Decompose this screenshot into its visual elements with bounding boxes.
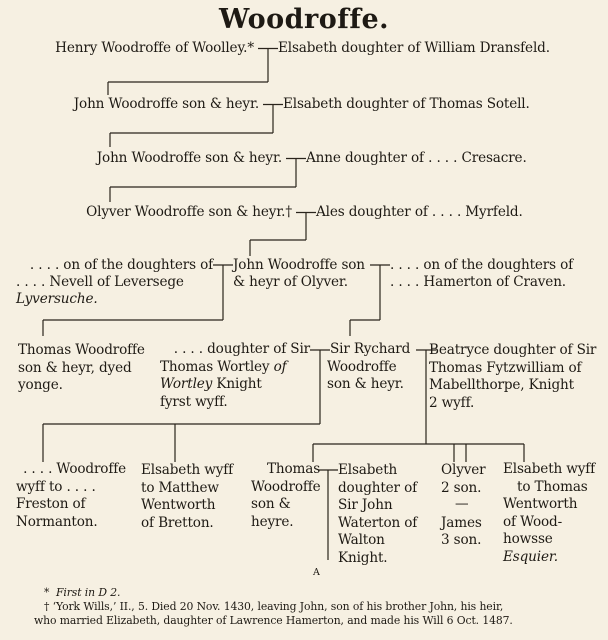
- page-title: Woodroffe.: [218, 4, 390, 35]
- gen7-olyver: Olyver 2 son.: [441, 462, 486, 496]
- footnote-1: * First in D 2.: [44, 586, 121, 599]
- gen7-elsabeth-thomas-line5: howsse: [503, 531, 553, 547]
- gen5-right-wife-line2: . . . . Hamerton of Craven.: [390, 274, 566, 290]
- gen5-left-wife-line1: . . . . on of the doughters of: [29, 257, 213, 273]
- gen7-woodroffe-dau-line3: Freston of: [16, 496, 86, 512]
- gen7-woodroffe-dau-line1: . . . . Woodroffe: [23, 461, 126, 477]
- footnote-2-line2: who married Elizabeth, daughter of Lawrence Hamerton, and made his Will 6 Oct. 1487.: [34, 614, 513, 627]
- gen7-elsabeth-thomas-line3: Wentworth: [503, 496, 578, 512]
- gen7-thomas-line4: heyre.: [251, 513, 294, 530]
- gen5-husband-line2: & heyr of Olyver.: [233, 274, 348, 290]
- gen6-wortley-wife-line2: Thomas Wortley of: [160, 358, 287, 375]
- footnote-2-line1: † ‘York Wills,’ II., 5. Died 20 Nov. 1430, leaving John, son of his brother John, his heir,: [44, 600, 504, 613]
- gen6-wortley-wife-line4: fyrst wyff.: [160, 393, 228, 410]
- gen4-husband: Olyver Woodroffe son & heyr.†: [86, 204, 292, 220]
- gen2-husband: John Woodroffe son & heyr.: [73, 96, 259, 112]
- gen7-thomas-line2: Woodroffe: [251, 478, 321, 495]
- reference-mark-a: A: [313, 567, 320, 578]
- gen7-elsabeth-thomas-line6: Esquier.: [503, 548, 558, 565]
- gen7-elsabeth-thomas-line4: of Wood-: [503, 513, 563, 530]
- gen7-woodroffe-dau-line2: wyff to . . . .: [16, 478, 96, 495]
- gen5-left-wife-line3: Lyversuche.: [16, 291, 98, 307]
- gen2-wife: Elsabeth doughter of Thomas Sotell.: [283, 96, 530, 112]
- gen1-wife: Elsabeth doughter of William Dransfeld.: [278, 40, 550, 56]
- gen6-beatryce: Beatryce doughter of Sir Thomas Fytzwilliam of Mabellthorpe, Knight 2 wyff.: [429, 342, 597, 411]
- gen6-rychard-line1: Sir Rychard: [330, 341, 411, 357]
- gen7-woodroffe-dau-line4: Normanton.: [16, 513, 98, 530]
- gen7-elsabeth-thomas-line2: to Thomas: [517, 478, 588, 495]
- gen4-wife: Ales doughter of . . . . Myrfeld.: [316, 204, 523, 220]
- gen7-elsabeth-matthew: Elsabeth wyff to Matthew Wentworth of Bretton.: [141, 462, 234, 531]
- gen7-dash: —: [455, 496, 469, 512]
- gen5-left-wife-line2: . . . . Nevell of Leversege: [16, 274, 184, 290]
- gen1-husband: Henry Woodroffe of Woolley.*: [55, 40, 254, 56]
- gen3-wife: Anne doughter of . . . . Cresacre.: [306, 150, 527, 166]
- gen7-thomas-line3: son &: [251, 496, 291, 512]
- gen5-husband-line1: John Woodroffe son: [233, 257, 365, 273]
- gen6-rychard-line3: son & heyr.: [327, 376, 404, 392]
- gen6-wortley-wife-line1: . . . . doughter of Sir: [173, 341, 310, 357]
- gen7-thomas-line1: Thomas: [267, 461, 321, 477]
- gen6-wortley-wife-line3: Wortley Knight: [160, 376, 262, 392]
- gen7-elsabeth-thomas-line1: Elsabeth wyff: [503, 461, 596, 477]
- gen6-rychard-line2: Woodroffe: [327, 358, 397, 375]
- gen6-thomas: Thomas Woodroffe son & heyr, dyed yonge.: [18, 342, 145, 393]
- gen3-husband: John Woodroffe son & heyr.: [96, 150, 282, 166]
- gen7-elsabeth-waterton: Elsabeth doughter of Sir John Waterton of Walton Knight.: [338, 462, 418, 566]
- gen5-right-wife-line1: . . . . on of the doughters of: [390, 257, 574, 273]
- gen7-james: James 3 son.: [441, 514, 482, 548]
